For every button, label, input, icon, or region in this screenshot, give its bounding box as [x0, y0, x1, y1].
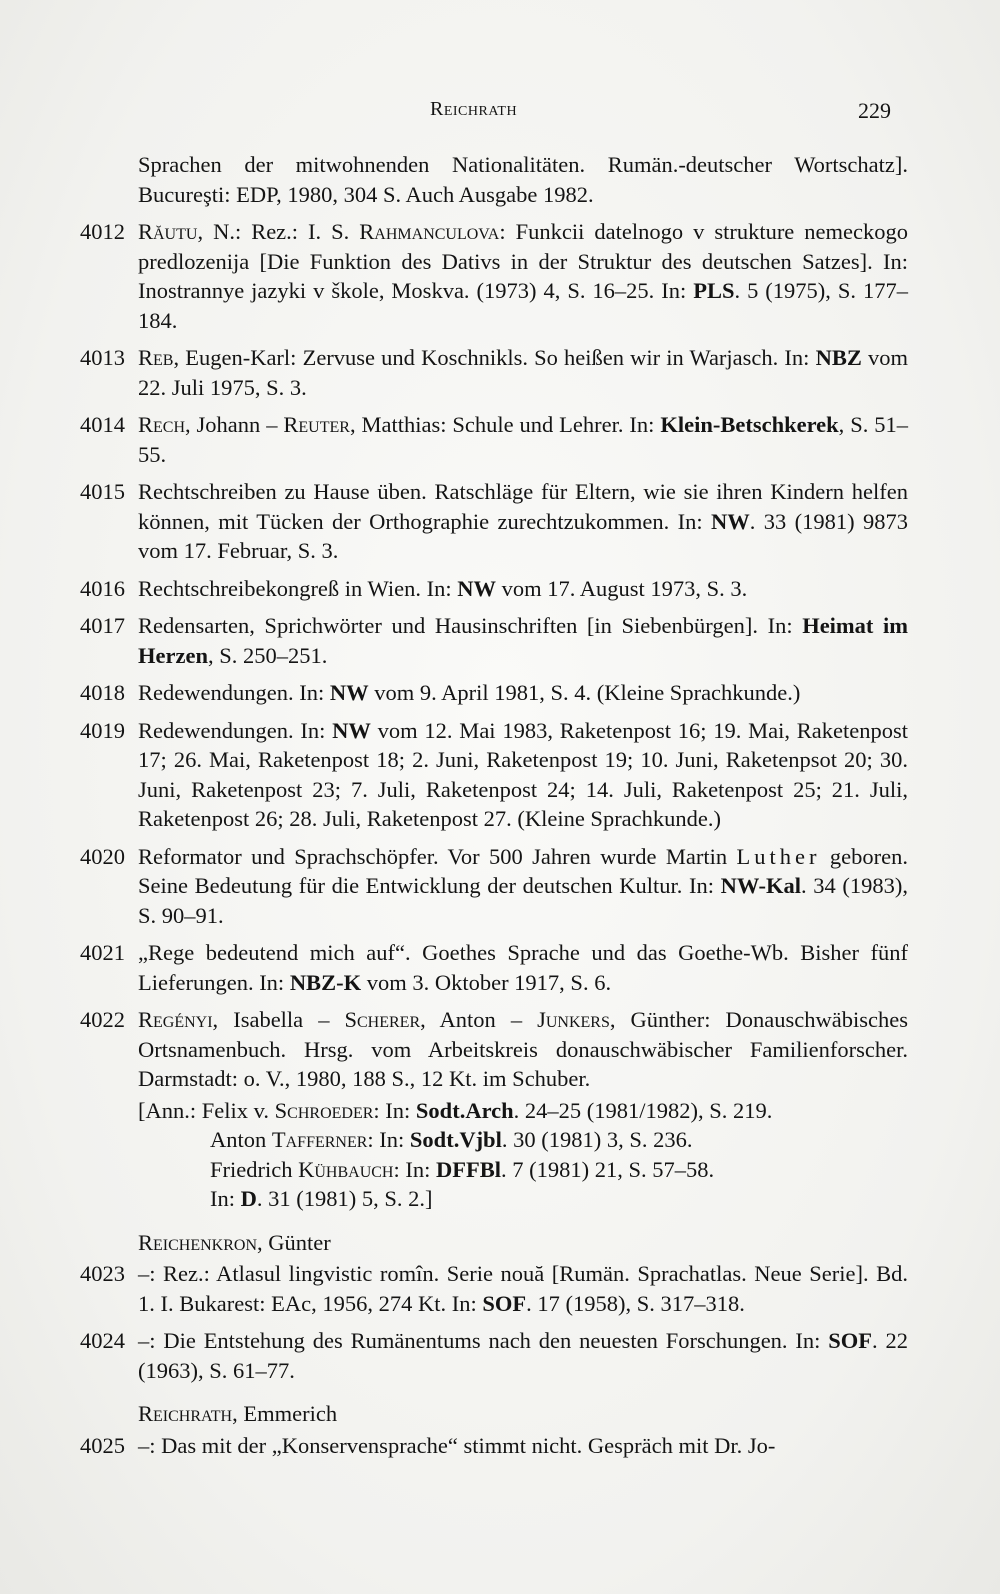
entry-text: –: Die Entstehung des Rumänentums nach den neuesten Forschungen. In: SOF. 22 (1963), S. 61–77. [138, 1328, 908, 1383]
entry-number: 4017 [80, 613, 125, 638]
entry-number: 4018 [80, 680, 125, 705]
entry-number: 4019 [80, 717, 125, 743]
entry-text: Reb, Eugen-Karl: Zervuse und Koschnikls. So heißen wir in Warjasch. In: NBZ vom 22. Juli 1975, S. 3. [138, 345, 908, 400]
entry-4023 [80, 1259, 908, 1318]
entry-4019 [80, 716, 908, 834]
entry-text: Răutu, N.: Rez.: I. S. Rahmanculova: Funkcii datelnogo v strukture nemeckogo predlozenija [Die Funktion des Dativs in der Struktur des deutschen Satzes]. In: Inostrannye jazyki v škole, Moskva. (1973) 4, S. 16–25. In: PLS. 5 (1975), S. 177–184. [138, 219, 908, 333]
page-number: 229 [858, 98, 891, 123]
entry-continuation: Sprachen der mitwohnenden Nationalitäten. Rumän.-deutscher Wortschatz]. Bucureşti: EDP, 1980, 304 S. Auch Ausgabe 1982. [138, 152, 908, 207]
entry-number: 4022 [80, 1007, 125, 1032]
entry-text: Reformator und Sprachschöpfer. Vor 500 Jahren wurde Martin Luther geboren. Seine Bedeutung für die Entwicklung der deutschen Kultur. In: NW-Kal. 34 (1983), S. 90–91. [138, 843, 908, 928]
entry-4018 [80, 678, 908, 708]
entry-4020 [80, 842, 908, 931]
entry-text: Regényi, Isabella – Scherer, Anton – Junkers, Günther: Donauschwäbisches Ortsnamenbuch. Hrsg. vom Arbeitskreis donauschwäbischer Familienforscher. Darmstadt: o. V., 1980, 188 S., 12 Kt. im Schuber. [138, 1007, 908, 1091]
entry-text: Rechtschreiben zu Hause üben. Ratschläge für Eltern, wie sie ihren Kindern helfen können, mit Tücken der Orthographie zurechtzukommen. In: NW. 33 (1981) 9873 vom 17. Februar, S. 3. [138, 479, 908, 563]
entry-4025 [80, 1431, 908, 1461]
entry-text: Redensarten, Sprichwörter und Hausinschriften [in Siebenbürgen]. In: Heimat im Herzen, S. 250–251. [138, 613, 909, 668]
entry-4015 [80, 477, 908, 566]
entry-text: Rech, Johann – Reuter, Matthias: Schule und Lehrer. In: Klein-Betschkerek, S. 51–55. [138, 412, 909, 467]
entry-4014 [80, 410, 908, 469]
annotation-block [80, 1096, 908, 1214]
entry-4016 [80, 574, 908, 604]
entry-text: –: Das mit der „Konservensprache“ stimmt nicht. Gespräch mit Dr. Jo- [138, 1432, 776, 1458]
entry-text: Redewendungen. In: NW vom 9. April 1981, S. 4. (Kleine Sprachkunde.) [138, 680, 801, 705]
entry-4012 [80, 217, 908, 335]
entry-number: 4016 [80, 575, 125, 601]
entry-4022 [80, 1005, 908, 1094]
annotation-line: Anton Tafferner: In: Sodt.Vjbl. 30 (1981) 3, S. 236. [210, 1127, 693, 1152]
entry-text: „Rege bedeutend mich auf“. Goethes Sprache und das Goethe-Wb. Bisher fünf Lieferungen. In: NBZ-K vom 3. Oktober 1917, S. 6. [138, 940, 908, 995]
entry-4017 [80, 611, 908, 670]
entry-number: 4013 [80, 345, 125, 370]
author-heading: Reichrath, Emmerich [138, 1401, 338, 1426]
author-heading: Reichenkron, Günter [138, 1229, 331, 1255]
entry-number: 4025 [80, 1432, 125, 1458]
annotation-line: In: D. 31 (1981) 5, S. 2.] [210, 1186, 433, 1211]
entry-number: 4014 [80, 412, 125, 437]
entry-number: 4021 [80, 940, 125, 965]
running-head: Reichrath [430, 98, 518, 120]
annotation-line: [Ann.: Felix v. Schroeder: In: Sodt.Arch. 24–25 (1981/1982), S. 219. [138, 1097, 773, 1123]
entry-number: 4024 [80, 1328, 125, 1353]
entry-number: 4012 [80, 219, 125, 244]
bibliography-body [80, 150, 908, 1468]
entry-text: Rechtschreibekongreß in Wien. In: NW vom 17. August 1973, S. 3. [138, 575, 748, 601]
entry-number: 4020 [80, 843, 125, 869]
page-header [0, 98, 1000, 138]
annotation-line: Friedrich Kühbauch: In: DFFBl. 7 (1981) 21, S. 57–58. [210, 1156, 715, 1182]
entry-4021 [80, 938, 908, 997]
entry-number: 4015 [80, 479, 125, 504]
entry-number: 4023 [80, 1261, 125, 1286]
entry-text: –: Rez.: Atlasul lingvistic romîn. Serie nouă [Rumän. Sprachatlas. Neue Serie]. Bd. 1. I. Bukarest: EAc, 1956, 274 Kt. In: SOF. 17 (1958), S. 317–318. [138, 1261, 908, 1316]
entry-4024 [80, 1326, 908, 1385]
entry-text: Redewendungen. In: NW vom 12. Mai 1983, Raketenpost 16; 19. Mai, Raketenpost 17; 26. Mai, Raketenpost 18; 2. Juni, Raketenpost 19; 10. Juni, Raketenpsot 20; 30. Juni, Raketenpost 23; 7. Juli, Raketenpost 24; 14. Juli, Raketenpost 25; 21. Juli, Raketenpost 26; 28. Juli, Raketenpost 27. (Kleine Sprachkunde.) [138, 717, 908, 831]
entry-4013 [80, 343, 908, 402]
